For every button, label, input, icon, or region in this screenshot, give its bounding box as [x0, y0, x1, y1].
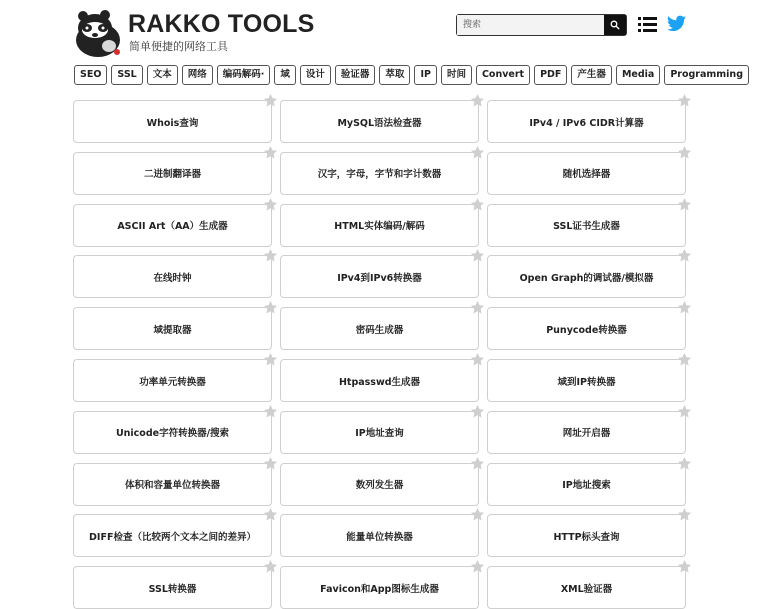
tool-card[interactable]	[73, 152, 272, 195]
favorite-star-icon[interactable]	[263, 507, 278, 522]
tool-card[interactable]	[73, 411, 272, 454]
tool-card[interactable]	[73, 307, 272, 350]
tool-card[interactable]	[73, 100, 272, 143]
tool-card-title: Htpasswd生成器	[338, 376, 421, 388]
tool-card[interactable]	[487, 411, 686, 454]
favorite-star-icon[interactable]	[470, 248, 485, 263]
brand-title[interactable]: RAKKO TOOLS	[128, 10, 315, 38]
tool-card-title: Favicon和App图标生成器	[320, 583, 439, 595]
tool-card-title: 网址开启器	[562, 428, 611, 440]
tool-card[interactable]	[487, 514, 686, 557]
favorite-star-icon[interactable]	[677, 197, 692, 212]
tool-card[interactable]	[487, 359, 686, 402]
favorite-star-icon[interactable]	[263, 559, 278, 574]
tool-card[interactable]	[487, 100, 686, 143]
tool-card-title: MySQL语法检查器	[337, 117, 422, 129]
tool-card-title: SSL证书生成器	[553, 221, 620, 233]
category-tag[interactable]: 萃取	[379, 65, 410, 85]
favorite-star-icon[interactable]	[470, 352, 485, 367]
favorite-star-icon[interactable]	[263, 248, 278, 263]
category-tag[interactable]: 编码解码·	[217, 65, 271, 85]
tool-card[interactable]	[280, 204, 479, 247]
category-tag[interactable]: SEO	[74, 65, 107, 85]
favorite-star-icon[interactable]	[677, 352, 692, 367]
favorite-star-icon[interactable]	[263, 456, 278, 471]
favorite-star-icon[interactable]	[470, 197, 485, 212]
tool-card[interactable]	[73, 463, 272, 506]
tool-card[interactable]	[487, 152, 686, 195]
category-tag[interactable]: Media	[616, 65, 660, 85]
favorite-star-icon[interactable]	[470, 93, 485, 108]
tool-card-title: 功率单元转换器	[139, 376, 206, 388]
favorite-star-icon[interactable]	[677, 145, 692, 160]
favorite-star-icon[interactable]	[263, 197, 278, 212]
favorite-star-icon[interactable]	[677, 300, 692, 315]
favorite-star-icon[interactable]	[470, 145, 485, 160]
category-tag[interactable]: SSL	[111, 65, 142, 85]
category-tag[interactable]: PDF	[534, 65, 567, 85]
tool-card[interactable]	[280, 307, 479, 350]
favorite-star-icon[interactable]	[470, 456, 485, 471]
tool-card-title: Open Graph的调试器/模拟器	[519, 272, 654, 284]
tool-card-title: 域提取器	[153, 324, 192, 336]
favorite-star-icon[interactable]	[263, 300, 278, 315]
tool-card[interactable]	[73, 566, 272, 609]
tool-card[interactable]	[73, 359, 272, 402]
category-tag[interactable]: 设计	[300, 65, 331, 85]
tool-card[interactable]	[280, 255, 479, 298]
tool-card-title: 密码生成器	[355, 324, 404, 336]
tool-card[interactable]	[73, 514, 272, 557]
tool-card-title: 数列发生器	[355, 480, 404, 492]
favorite-star-icon[interactable]	[677, 248, 692, 263]
category-tag[interactable]: Convert	[476, 65, 530, 85]
tool-card[interactable]	[280, 359, 479, 402]
list-menu-icon[interactable]	[638, 16, 657, 33]
favorite-star-icon[interactable]	[263, 404, 278, 419]
category-tag-bar	[74, 65, 744, 86]
tool-card-title: Whois查询	[146, 117, 199, 129]
tool-card-title: 汉字，字母，字节和字计数器	[317, 169, 442, 181]
tool-card[interactable]	[280, 463, 479, 506]
tool-card-title: HTML实体编码/解码	[334, 221, 425, 233]
category-tag[interactable]: IP	[414, 65, 437, 85]
tool-card-title: 在线时钟	[153, 272, 192, 284]
tagline: 简单便捷的网络工具	[129, 40, 228, 53]
category-tag[interactable]: 产生器	[571, 65, 612, 85]
tool-card-title: HTTP标头查询	[553, 531, 620, 543]
favorite-star-icon[interactable]	[677, 507, 692, 522]
tool-card[interactable]	[280, 411, 479, 454]
favorite-star-icon[interactable]	[677, 456, 692, 471]
tool-card-title: XML验证器	[560, 583, 613, 595]
tool-card[interactable]	[280, 514, 479, 557]
tool-card-title: ASCII Art（AA）生成器	[117, 221, 228, 233]
header	[0, 0, 760, 62]
tool-card[interactable]	[280, 566, 479, 609]
twitter-icon[interactable]	[667, 15, 686, 32]
tool-card-title: DIFF检查（比较两个文本之间的差异）	[89, 531, 256, 543]
search-box	[456, 14, 627, 36]
tool-card[interactable]	[73, 255, 272, 298]
tool-card-title: 能量单位转换器	[346, 531, 413, 543]
tool-card[interactable]	[280, 152, 479, 195]
tool-card-title: IPv4 / IPv6 CIDR计算器	[529, 117, 644, 129]
category-tag[interactable]: 域	[274, 65, 296, 85]
favorite-star-icon[interactable]	[470, 404, 485, 419]
search-icon	[610, 20, 620, 30]
category-tag[interactable]: 文本	[147, 65, 178, 85]
tool-card-title: IP地址搜索	[562, 480, 611, 492]
tool-card-title: IPv4到IPv6转换器	[337, 272, 422, 284]
favorite-star-icon[interactable]	[677, 559, 692, 574]
favorite-star-icon[interactable]	[470, 559, 485, 574]
tool-card-title: 二进制翻译器	[143, 169, 201, 181]
tool-card-title: Unicode字符转换器/搜索	[115, 428, 230, 440]
tool-card-title: IP地址查询	[355, 428, 404, 440]
tool-card-title: 体积和容量单位转换器	[124, 480, 220, 492]
favorite-star-icon[interactable]	[263, 145, 278, 160]
tool-card[interactable]	[280, 100, 479, 143]
favorite-star-icon[interactable]	[470, 300, 485, 315]
category-tag[interactable]: Programming	[664, 65, 749, 85]
category-tag[interactable]: 网络	[182, 65, 213, 85]
tool-card[interactable]	[487, 204, 686, 247]
search-button[interactable]	[604, 15, 626, 35]
tool-card-title: 随机选择器	[562, 169, 611, 181]
tool-card[interactable]	[487, 463, 686, 506]
category-tag[interactable]: 时间	[441, 65, 472, 85]
tool-card[interactable]	[487, 566, 686, 609]
favorite-star-icon[interactable]	[470, 507, 485, 522]
favorite-star-icon[interactable]	[677, 404, 692, 419]
favorite-star-icon[interactable]	[263, 352, 278, 367]
tool-card-title: Punycode转换器	[546, 324, 627, 336]
tool-card[interactable]	[73, 204, 272, 247]
tool-card-title: SSL转换器	[148, 583, 197, 595]
favorite-star-icon[interactable]	[263, 93, 278, 108]
search-input[interactable]	[457, 15, 605, 35]
favorite-star-icon[interactable]	[677, 93, 692, 108]
tool-card[interactable]	[487, 307, 686, 350]
category-tag[interactable]: 验证器	[335, 65, 376, 85]
tool-card-title: 域到IP转换器	[557, 376, 616, 388]
tool-card[interactable]	[487, 255, 686, 298]
raccoon-logo-icon[interactable]	[73, 8, 123, 58]
